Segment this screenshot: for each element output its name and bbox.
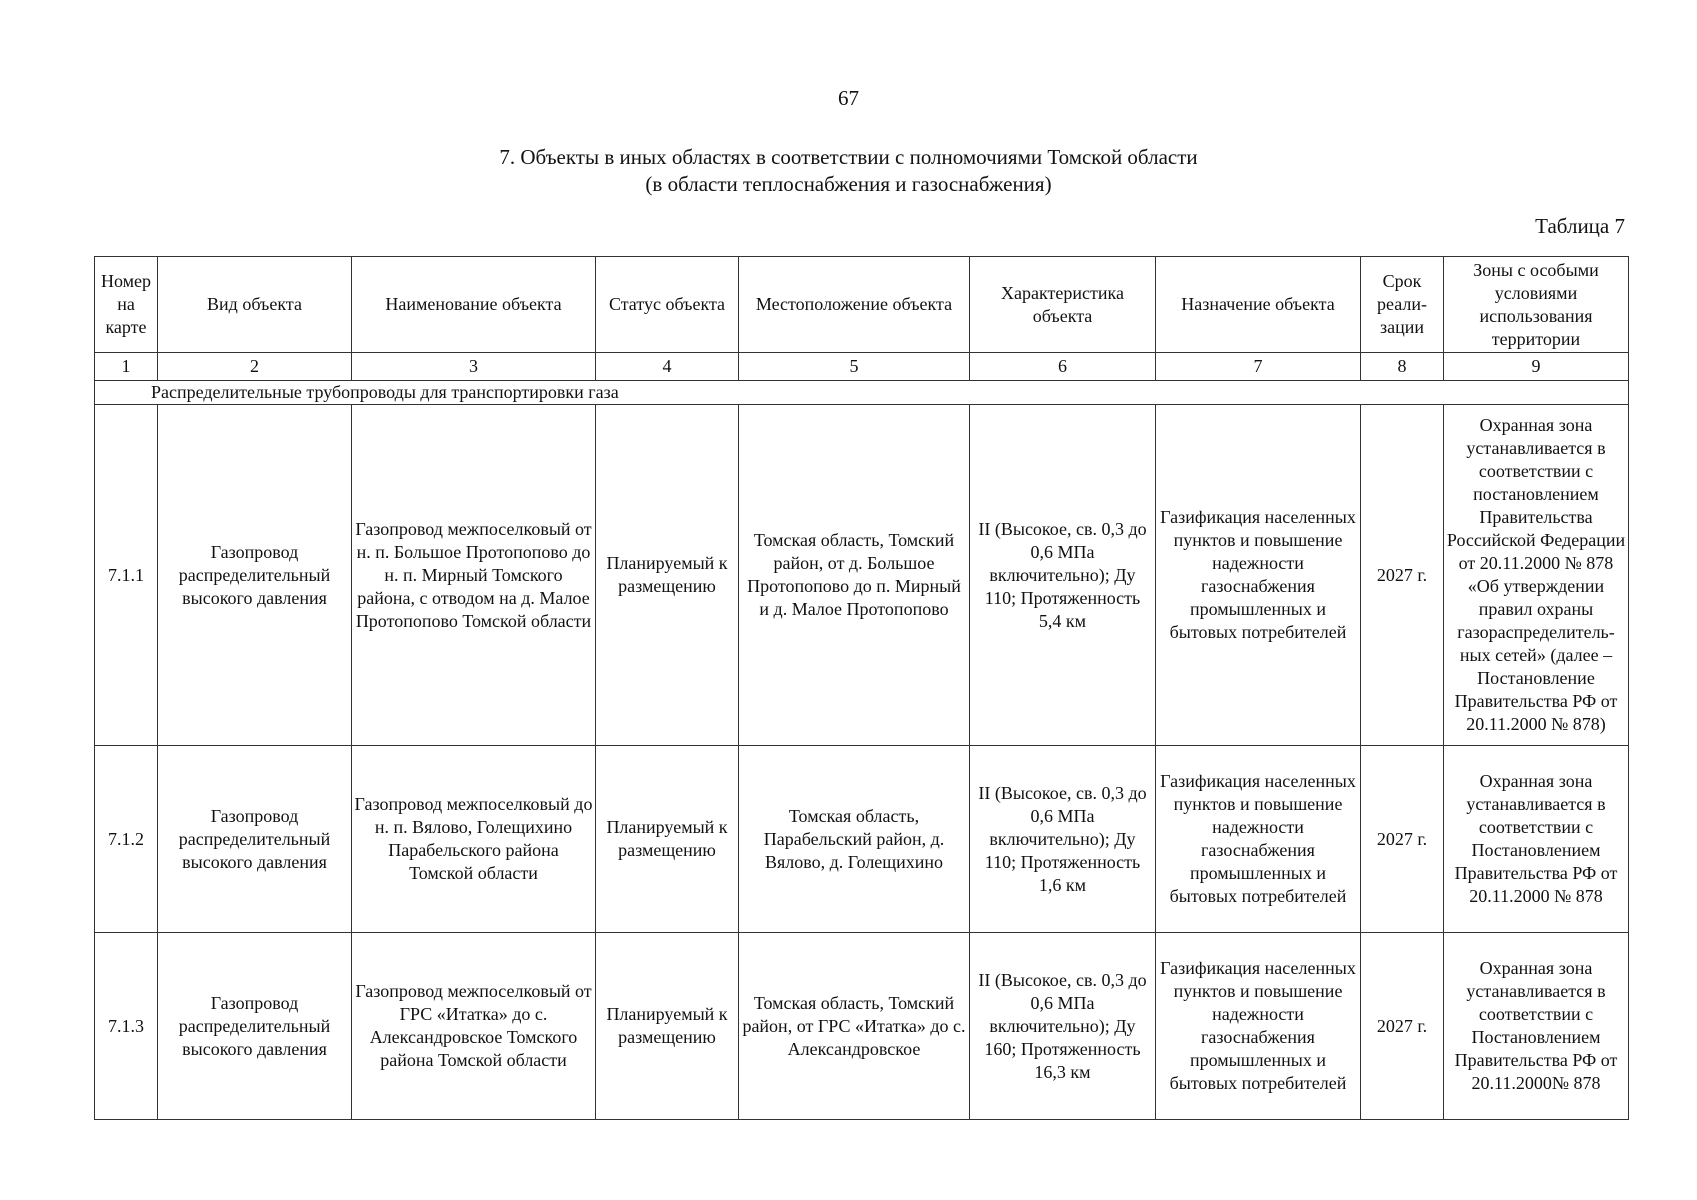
header-cell-name: Наименование объекта — [352, 257, 596, 353]
cell-characteristic: II (Высокое, св. 0,3 до 0,6 МПа включительно); Ду 160; Протяженность 16,3 км — [970, 933, 1156, 1120]
title-line-1: 7. Объекты в иных областях в соответствии с полномочиями Томской области — [499, 145, 1198, 169]
header-cell-purpose: Назначение объекта — [1156, 257, 1361, 353]
table-row — [95, 933, 1629, 1120]
cell-term: 2027 г. — [1361, 933, 1444, 1120]
cell-type: Газопровод распределительный высокого давления — [158, 405, 352, 746]
table-section-row — [95, 381, 1629, 405]
cell-characteristic: II (Высокое, св. 0,3 до 0,6 МПа включительно); Ду 110; Протяженность 1,6 км — [970, 746, 1156, 933]
objects-table — [94, 256, 1629, 1120]
header-cell-location: Местоположение объекта — [739, 257, 970, 353]
column-number: 6 — [970, 353, 1156, 381]
header-cell-zones: Зоны с особыми условиями использования территории — [1444, 257, 1629, 353]
column-number: 5 — [739, 353, 970, 381]
header-cell-num: Номер на карте — [95, 257, 158, 353]
header-cell-characteristic: Характеристика объекта — [970, 257, 1156, 353]
column-number: 4 — [596, 353, 739, 381]
cell-purpose: Газификация населенных пунктов и повышение надежности газоснабжения промышленных и бытовых потребителей — [1156, 933, 1361, 1120]
cell-name: Газопровод межпоселковый до н. п. Вялово, Голещихино Парабельского района Томской области — [352, 746, 596, 933]
cell-num: 7.1.1 — [95, 405, 158, 746]
column-number: 7 — [1156, 353, 1361, 381]
table-label: Таблица 7 — [1535, 214, 1625, 238]
column-number: 9 — [1444, 353, 1629, 381]
header-cell-term: Срок реали-зации — [1361, 257, 1444, 353]
cell-zones: Охранная зона устанавливается в соответствии с Постановлением Правительства РФ от 20.11.2000 № 878 — [1444, 746, 1629, 933]
cell-location: Томская область, Парабельский район, д. Вялово, д. Голещихино — [739, 746, 970, 933]
cell-num: 7.1.2 — [95, 746, 158, 933]
table-header-row — [95, 257, 1629, 353]
cell-zones: Охранная зона устанавливается в соответствии с постановлением Правительства Российской Федерации от 20.11.2000 № 878 «Об утверждении правил охраны газораспределитель-ных сетей» (далее – Постановление Правительства РФ от 20.11.2000 № 878) — [1444, 405, 1629, 746]
cell-location: Томская область, Томский район, от д. Большое Протопопово до п. Мирный и д. Малое Протопопово — [739, 405, 970, 746]
cell-type: Газопровод распределительный высокого давления — [158, 746, 352, 933]
cell-status: Планируемый к размещению — [596, 746, 739, 933]
cell-location: Томская область, Томский район, от ГРС «Итатка» до с. Александровское — [739, 933, 970, 1120]
cell-name: Газопровод межпоселковый от н. п. Большое Протопопово до н. п. Мирный Томского района, с отводом на д. Малое Протопопово Томской области — [352, 405, 596, 746]
cell-term: 2027 г. — [1361, 405, 1444, 746]
header-cell-status: Статус объекта — [596, 257, 739, 353]
column-number-row — [95, 353, 1629, 381]
cell-status: Планируемый к размещению — [596, 405, 739, 746]
cell-purpose: Газификация населенных пунктов и повышение надежности газоснабжения промышленных и бытовых потребителей — [1156, 746, 1361, 933]
page-number: 67 — [838, 86, 859, 110]
column-number: 8 — [1361, 353, 1444, 381]
cell-num: 7.1.3 — [95, 933, 158, 1120]
section-title — [0, 144, 1697, 198]
table-row — [95, 405, 1629, 746]
column-number: 1 — [95, 353, 158, 381]
cell-status: Планируемый к размещению — [596, 933, 739, 1120]
header-cell-type: Вид объекта — [158, 257, 352, 353]
cell-name: Газопровод межпоселковый от ГРС «Итатка» до с. Александровское Томского района Томской области — [352, 933, 596, 1120]
cell-characteristic: II (Высокое, св. 0,3 до 0,6 МПа включительно); Ду 110; Протяженность 5,4 км — [970, 405, 1156, 746]
cell-zones: Охранная зона устанавливается в соответствии с Постановлением Правительства РФ от 20.11.2000№ 878 — [1444, 933, 1629, 1120]
table-row — [95, 746, 1629, 933]
title-line-2: (в области теплоснабжения и газоснабжения) — [645, 172, 1052, 196]
cell-term: 2027 г. — [1361, 746, 1444, 933]
column-number: 3 — [352, 353, 596, 381]
section-heading: Распределительные трубопроводы для транспортировки газа — [95, 381, 1629, 405]
cell-purpose: Газификация населенных пунктов и повышение надежности газоснабжения промышленных и бытовых потребителей — [1156, 405, 1361, 746]
column-number: 2 — [158, 353, 352, 381]
cell-type: Газопровод распределительный высокого давления — [158, 933, 352, 1120]
